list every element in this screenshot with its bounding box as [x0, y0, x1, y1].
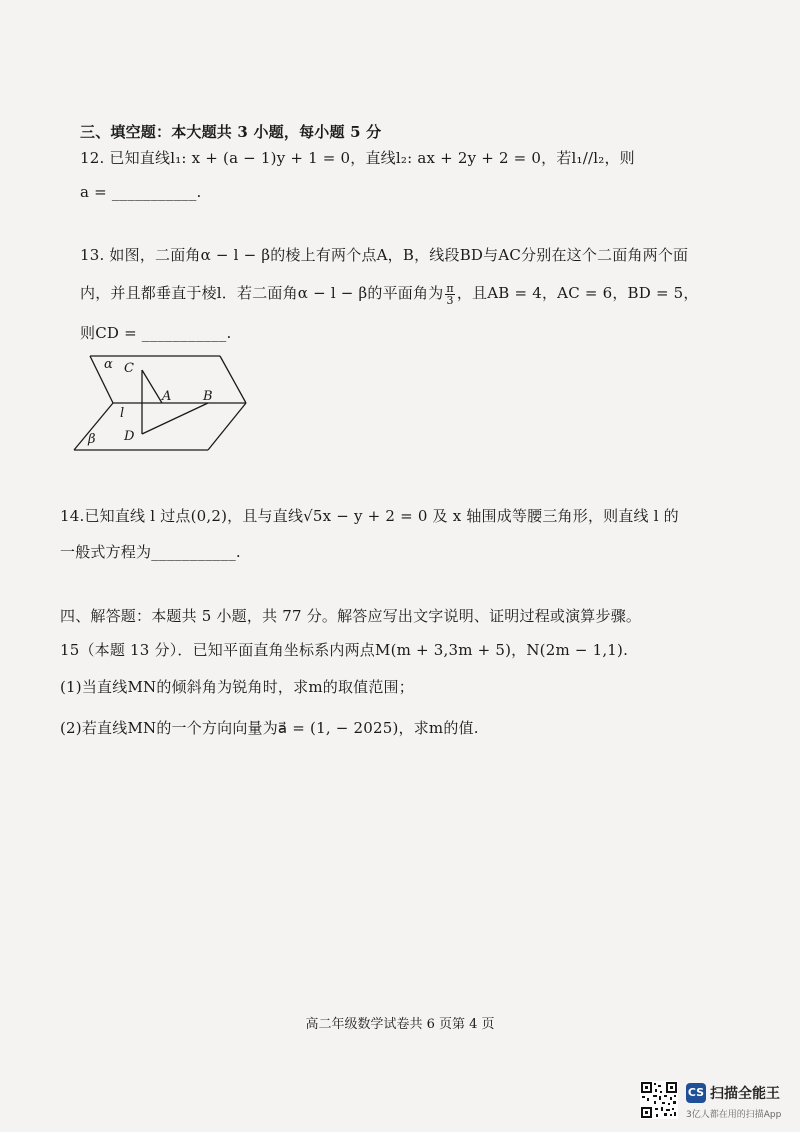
label-l: l — [120, 406, 125, 421]
q13-line2 — [80, 282, 699, 306]
q13-fraction — [445, 283, 454, 306]
q14-line2: 一般式方程为___________. — [60, 543, 241, 561]
q13-line1: 13. 如图，二面角α − l − β的棱上有两个点A，B，线段BD与AC分别在这个二面角两个面 — [80, 246, 689, 264]
section4-heading: 四、解答题：本题共 5 小题，共 77 分。解答应写出文字说明、证明过程或演算步骤。 — [60, 607, 642, 625]
label-alpha: α — [104, 357, 113, 372]
q12-line2: a = ___________. — [80, 183, 202, 201]
qr-code-icon — [640, 1081, 678, 1119]
scanner-app-tagline: 3亿人都在用的扫描App — [686, 1110, 782, 1120]
q15-part2: (2)若直线MN的一个方向向量为a⃗ = (1, − 2025)，求m的值. — [60, 719, 479, 737]
q13-line3: 则CD = ___________. — [80, 324, 232, 342]
page-footer: 高二年级数学试卷共 6 页第 4 页 — [305, 1017, 495, 1032]
q15-line1: 15（本题 13 分）．已知平面直角坐标系内两点M(m + 3,3m + 5)，N(2m − 1,1). — [60, 641, 629, 659]
q14-line1: 14.已知直线 l 过点(0,2)，且与直线√5x − y + 2 = 0 及 x 轴围成等腰三角形，则直线 l 的 — [60, 507, 679, 525]
label-beta: β — [88, 432, 96, 447]
label-C: C — [124, 361, 134, 376]
label-A: A — [162, 389, 172, 404]
q15-part1: (1)当直线MN的倾斜角为锐角时，求m的取值范围； — [60, 678, 414, 696]
q13-line2-post: ，且AB = 4，AC = 6，BD = 5， — [456, 284, 699, 302]
q13-line2-pre: 内，并且都垂直于棱l．若二面角α − l − β的平面角为 — [80, 284, 444, 302]
camscanner-logo-icon: CS — [686, 1083, 706, 1103]
q13-frac-den: 3 — [446, 293, 454, 307]
label-D: D — [124, 429, 135, 444]
q12-line1: 12. 已知直线l₁: x + (a − 1)y + 1 = 0，直线l₂: ax + 2y + 2 = 0，若l₁//l₂，则 — [80, 149, 635, 167]
scanner-app-name: 扫描全能王 — [710, 1086, 780, 1102]
section3-heading: 三、填空题：本大题共 3 小题，每小题 5 分 — [80, 123, 382, 141]
dihedral-angle-figure — [68, 350, 258, 460]
label-B: B — [203, 389, 213, 404]
q13-frac-num: π — [446, 281, 454, 295]
